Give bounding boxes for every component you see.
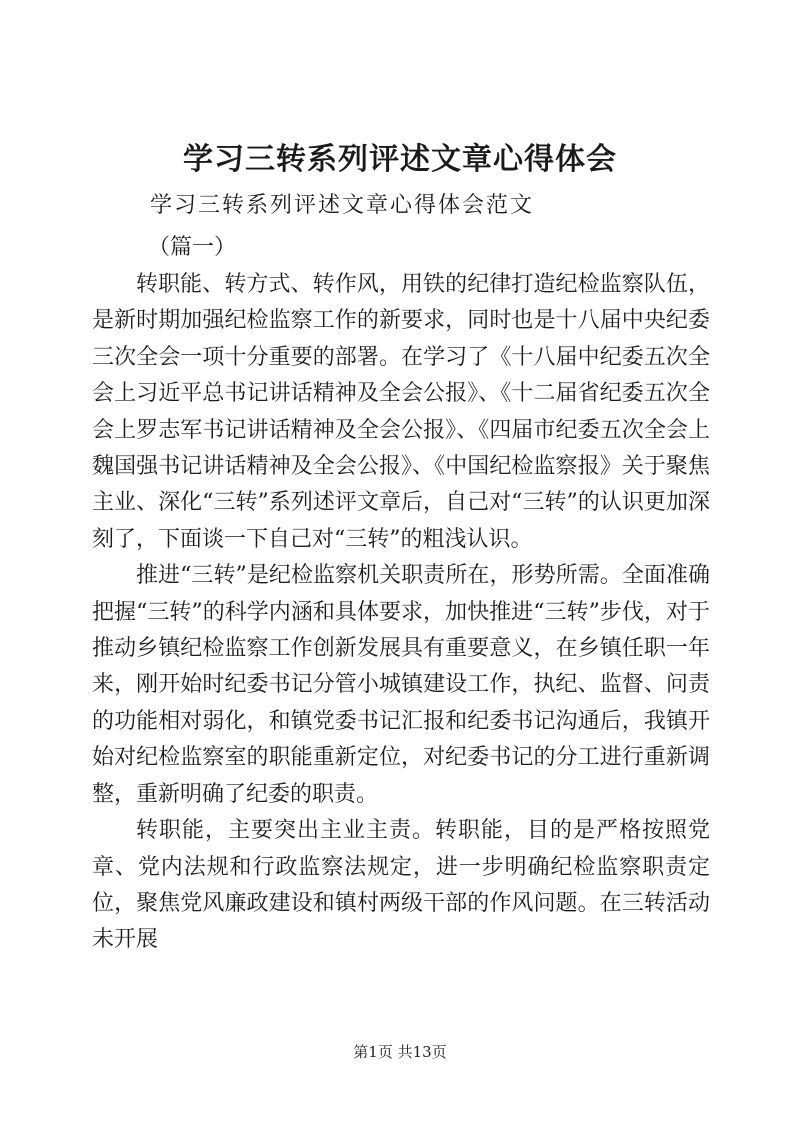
page-footer: 第1页 共13页 xyxy=(353,1043,447,1061)
section-label: （篇一） xyxy=(148,235,237,260)
paragraph: 推进“三转”是纪检监察机关职责所在，形势所需。全面准确把握“三转”的科学内涵和具体要求，加快推进“三转”步伐，对于推动乡镇纪检监察工作创新发展具有重要意义，在乡镇任职一年来，刚开始时纪委书记分管小城镇建设工作，执纪、监督、问责的功能相对弱化，和镇党委书记汇报和纪委书记沟通后，我镇开始对纪检监察室的职能重新定位，对纪委书记的分工进行重新调整，重新明确了纪委的职责。 xyxy=(92,563,710,807)
document-subtitle: 学习三转系列评述文章心得体会范文 xyxy=(150,193,535,218)
document-body xyxy=(92,267,710,959)
document-title: 学习三转系列评述文章心得体会 xyxy=(183,142,617,177)
paragraph: 转职能，主要突出主业主责。转职能，目的是严格按照党章、党内法规和行政监察法规定，进一步明确纪检监察职责定位，聚焦党风廉政建设和镇村两级干部的作风问题。在三转活动未开展 xyxy=(92,818,710,953)
paragraph: 转职能、转方式、转作风，用铁的纪律打造纪检监察队伍，是新时期加强纪检监察工作的新要求，同时也是十八届中央纪委三次全会一项十分重要的部署。在学习了《十八届中纪委五次全会上习近平总书记讲话精神及全会公报》、《十二届省纪委五次全会上罗志军书记讲话精神及全会公报》、《四届市纪委五次全会上魏国强书记讲话精神及全会公报》、《中国纪检监察报》关于聚焦主业、深化“三转”系列述评文章后，自己对“三转”的认识更加深刻了，下面谈一下自己对“三转”的粗浅认识。 xyxy=(92,272,710,552)
